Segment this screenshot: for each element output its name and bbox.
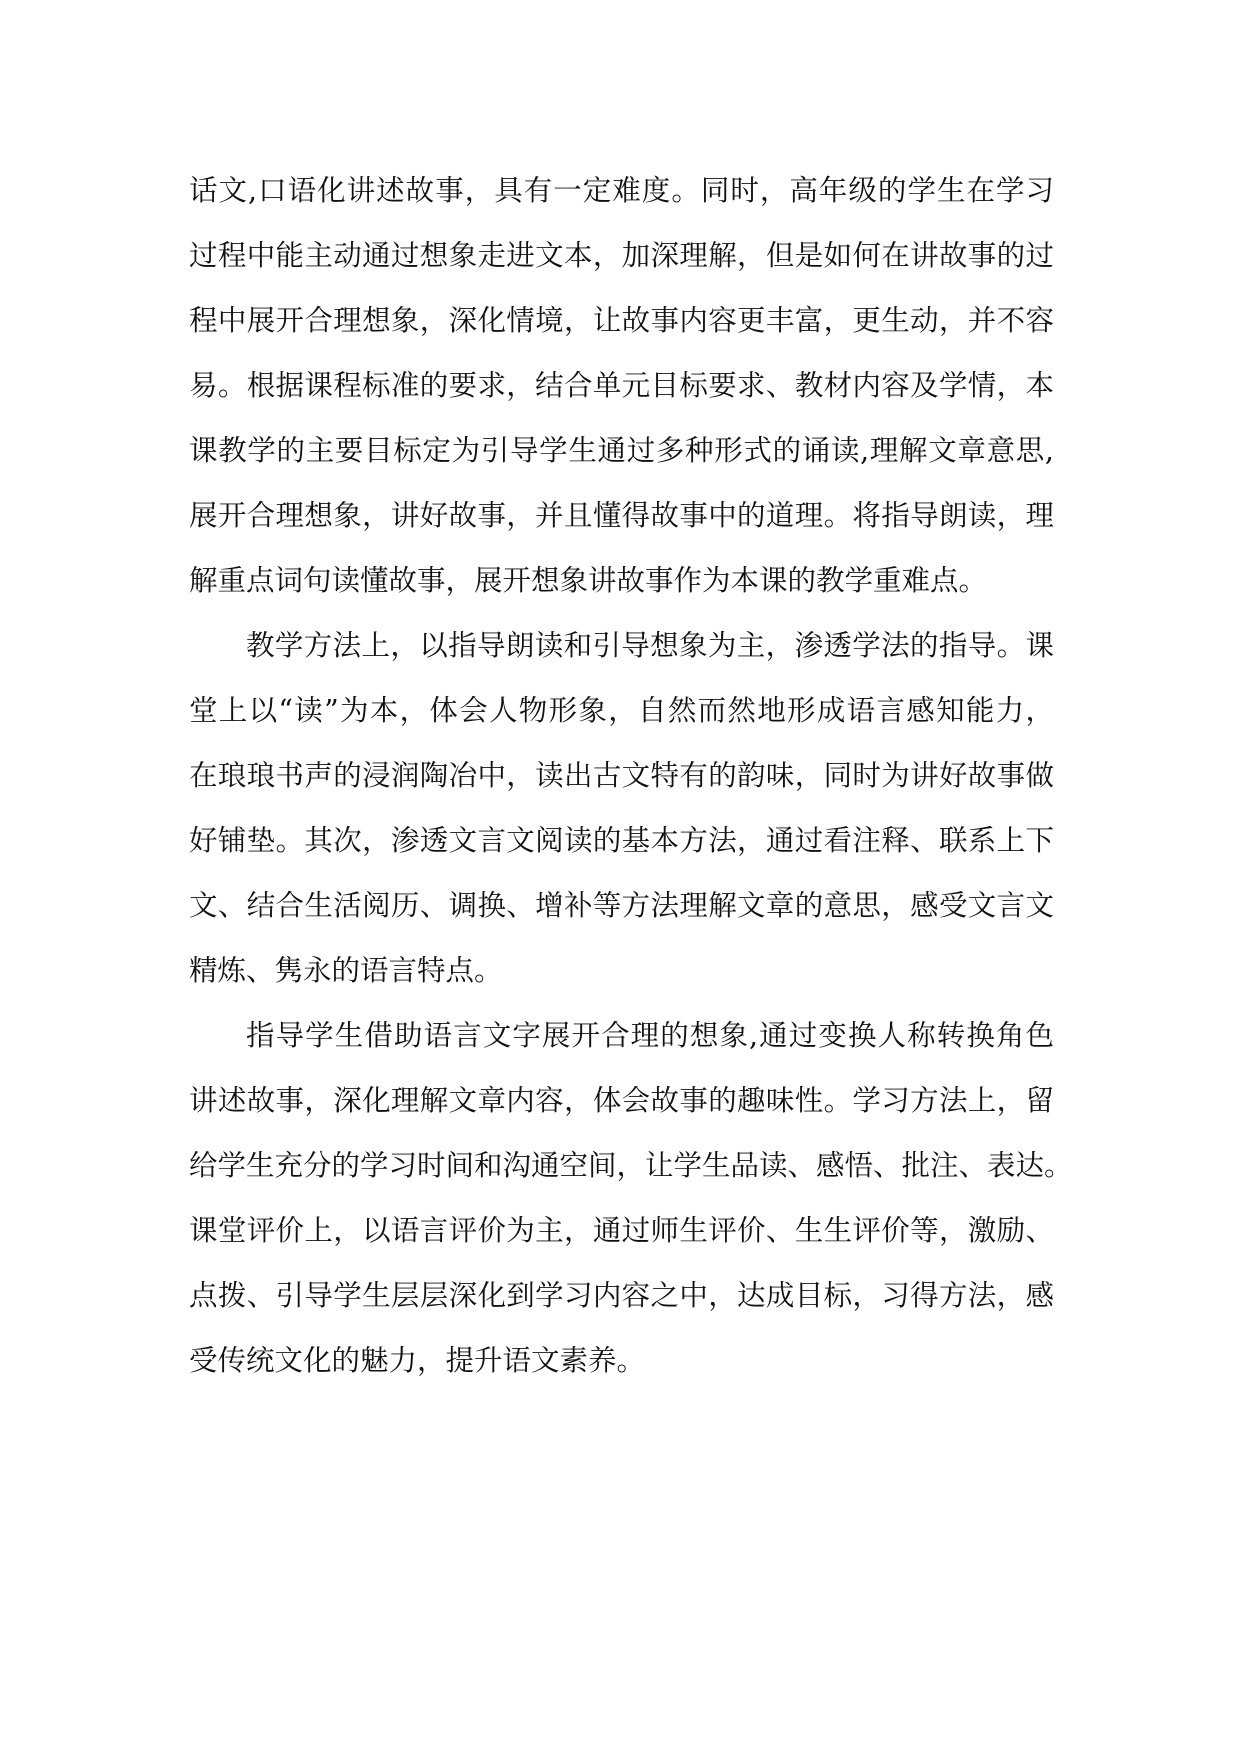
text-line: 好铺垫。其次，渗透文言文阅读的基本方法，通过看注释、联系上下: [189, 824, 1054, 857]
text-line: 点拨、引导学生层层深化到学习内容之中，达成目标，习得方法，感: [189, 1279, 1054, 1312]
text-line: 讲述故事，深化理解文章内容，体会故事的趣味性。学习方法上，留: [189, 1084, 1054, 1117]
paragraph-1: [189, 158, 1054, 613]
text-line: 课堂评价上，以语言评价为主，通过师生评价、生生评价等，激励、: [189, 1214, 1054, 1247]
text-line: 堂上以“读”为本，体会人物形象，自然而然地形成语言感知能力，: [189, 694, 1054, 727]
text-line: 受传统文化的魅力，提升语文素养。: [189, 1344, 646, 1377]
text-line: 解重点词句读懂故事，展开想象讲故事作为本课的教学重难点。: [189, 564, 988, 597]
paragraph-3: [189, 1003, 1073, 1393]
text-line: 程中展开合理想象，深化情境，让故事内容更丰富，更生动，并不容: [189, 304, 1054, 337]
text-line: 给学生充分的学习时间和沟通空间，让学生品读、感悟、批注、表达。: [189, 1149, 1073, 1182]
text-line: 话文,口语化讲述故事，具有一定难度。同时，高年级的学生在学习: [189, 174, 1054, 207]
document-body: [189, 158, 1073, 1393]
text-line: 展开合理想象，讲好故事，并且懂得故事中的道理。将指导朗读，理: [189, 499, 1054, 532]
text-line: 课教学的主要目标定为引导学生通过多种形式的诵读,理解文章意思,: [189, 434, 1054, 467]
text-line: 精炼、隽永的语言特点。: [189, 954, 503, 987]
paragraph-2: [189, 613, 1054, 1003]
text-line: 易。根据课程标准的要求，结合单元目标要求、教材内容及学情，本: [189, 369, 1054, 402]
text-line: 教学方法上，以指导朗读和引导想象为主，渗透学法的指导。课: [246, 629, 1054, 662]
text-line: 指导学生借助语言文字展开合理的想象,通过变换人称转换角色: [246, 1019, 1054, 1052]
text-line: 文、结合生活阅历、调换、增补等方法理解文章的意思，感受文言文: [189, 889, 1054, 922]
text-line: 在琅琅书声的浸润陶冶中，读出古文特有的韵味，同时为讲好故事做: [189, 759, 1054, 792]
text-line: 过程中能主动通过想象走进文本，加深理解，但是如何在讲故事的过: [189, 239, 1054, 272]
